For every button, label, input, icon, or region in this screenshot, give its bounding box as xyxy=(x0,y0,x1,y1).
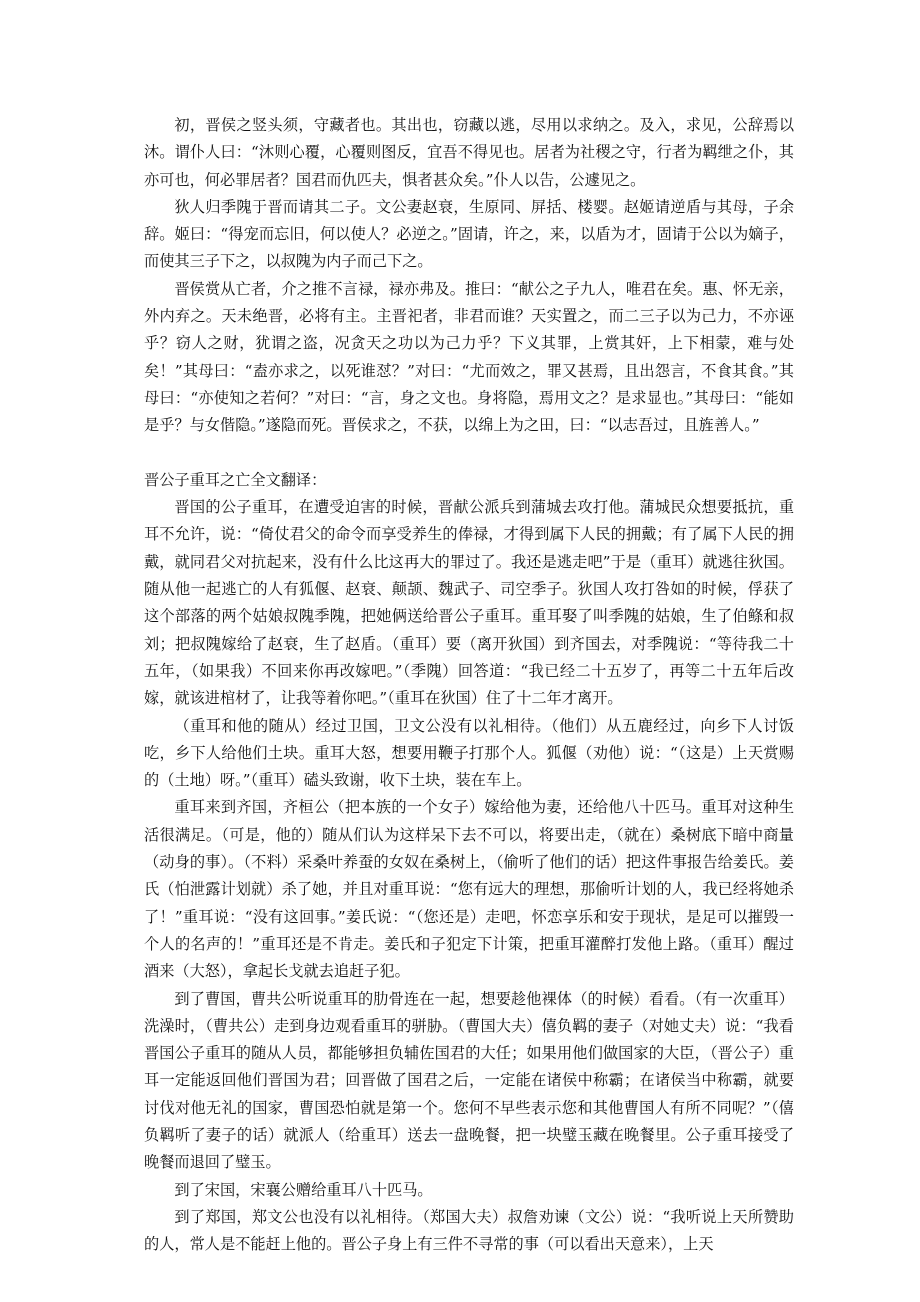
translation-paragraph-2: （重耳和他的随从）经过卫国，卫文公没有以礼相待。（他们）从五鹿经过，向乡下人讨饭吃，乡下人给他们土块。重耳大怒，想要用鞭子打那个人。狐偃（劝他）说：“（这是）上天赏赐的（土地）呀。”（重耳）磕头致谢，收下土块，装在车上。 xyxy=(144,716,794,790)
translation-paragraph-6: 到了郑国，郑文公也没有以礼相待。（郑国大夫）叔詹劝谏（文公）说：“我听说上天所赞助的人，常人是不能赶上他的。晋公子身上有三件不寻常的事（可以看出天意来），上天 xyxy=(144,1207,794,1254)
original-paragraph-2: 狄人归季隗于晋而请其二子。文公妻赵衰，生原同、屏括、楼婴。赵姬请逆盾与其母，子余辞。姬曰：“得宠而忘旧，何以使人？必逆之。”固请，许之，来，以盾为才，固请于公以为嫡子，而使其三子下之，以叔隗为内子而己下之。 xyxy=(144,197,794,271)
translation-paragraph-5: 到了宋国，宋襄公赠给重耳八十匹马。 xyxy=(174,1180,433,1199)
document-page xyxy=(144,112,794,1258)
blank-line xyxy=(144,440,794,467)
original-paragraph-3: 晋侯赏从亡者，介之推不言禄，禄亦弗及。推曰：“献公之子九人，唯君在矣。惠、怀无亲，外内弃之。天未绝晋，必将有主。主晋祀者，非君而谁？天实置之，而二三子以为己力，不亦诬乎？窃人之财，犹谓之盗，况贪天之功以为己力乎？下义其罪，上赏其奸，上下相蒙，难与处矣！”其母曰：“盍亦求之，以死谁怼？”对曰：“尤而效之，罪又甚焉，且出怨言，不食其食。”其母曰：“亦使知之若何？”对曰：“言，身之文也。身将隐，焉用文之？是求显也。”其母曰：“能如是乎？与女偕隐。”遂隐而死。晋侯求之，不获，以绵上为之田，曰：“以志吾过，且旌善人。” xyxy=(144,279,794,435)
translation-paragraph-3: 重耳来到齐国，齐桓公（把本族的一个女子）嫁给他为妻，还给他八十匹马。重耳对这种生活很满足。（可是，他的）随从们认为这样呆下去不可以，将要出走，（就在）桑树底下暗中商量（动身的事）。（不料）采桑叶养蚕的女奴在桑树上，（偷听了他们的话）把这件事报告给姜氏。姜氏（怕泄露计划就）杀了她，并且对重耳说：“您有远大的理想，那偷听计划的人，我已经将她杀了！”重耳说：“没有这回事。”姜氏说：“（您还是）走吧，怀恋享乐和安于现状，是足可以摧毁一个人的名声的！”重耳还是不肯走。姜氏和子犯定下计策，把重耳灌醉打发他上路。（重耳）醒过酒来（大怒），拿起长戈就去追赶子犯。 xyxy=(144,798,794,981)
translation-title: 晋公子重耳之亡全文翻译： xyxy=(144,470,327,489)
translation-paragraph-4: 到了曹国，曹共公听说重耳的肋骨连在一起，想要趁他裸体（的时候）看看。（有一次重耳）洗澡时，（曹共公）走到身边观看重耳的骈胁。（曹国大夫）僖负羁的妻子（对她丈夫）说：“我看晋国公子重耳的随从人员，都能够担负辅佐国君的大任；如果用他们做国家的大臣，（晋公子）重耳一定能返回他们晋国为君；回晋做了国君之后，一定能在诸侯中称霸；在诸侯当中称霸，就要讨伐对他无礼的国家，曹国恐怕就是第一个。您何不早些表示您和其他曹国人有所不同呢？”（僖负羁听了妻子的话）就派人（给重耳）送去一盘晚餐，把一块璧玉藏在晚餐里。公子重耳接受了晚餐而退回了璧玉。 xyxy=(144,989,794,1172)
translation-paragraph-1: 晋国的公子重耳，在遭受迫害的时候，晋献公派兵到蒲城去攻打他。蒲城民众想要抵抗，重耳不允许，说：“倚仗君父的命令而享受养生的俸禄，才得到属下人民的拥戴；有了属下人民的拥戴，就同君父对抗起来，没有什么比这再大的罪过了。我还是逃走吧”于是（重耳）就逃往狄国。随从他一起逃亡的人有狐偃、赵衰、颠颉、魏武子、司空季子。狄国人攻打咎如的时候，俘获了这个部落的两个姑娘叔隗季隗，把她俩送给晋公子重耳。重耳娶了叫季隗的姑娘，生了伯鲦和叔刘；把叔隗嫁给了赵衰，生了赵盾。（重耳）要（离开狄国）到齐国去，对季隗说：“等待我二十五年，（如果我）不回来你再改嫁吧。”（季隗）回答道：“我已经二十五岁了，再等二十五年后改嫁，就该进棺材了，让我等着你吧。”（重耳在狄国）住了十二年才离开。 xyxy=(144,498,794,708)
original-paragraph-1: 初，晋侯之竖头须，守藏者也。其出也，窃藏以逃，尽用以求纳之。及入，求见，公辞焉以沐。谓仆人曰：“沐则心覆，心覆则图反，宜吾不得见也。居者为社稷之守，行者为羁绁之仆，其亦可也，何必罪居者？国君而仇匹夫，惧者甚众矣。”仆人以告，公遽见之。 xyxy=(144,116,794,189)
